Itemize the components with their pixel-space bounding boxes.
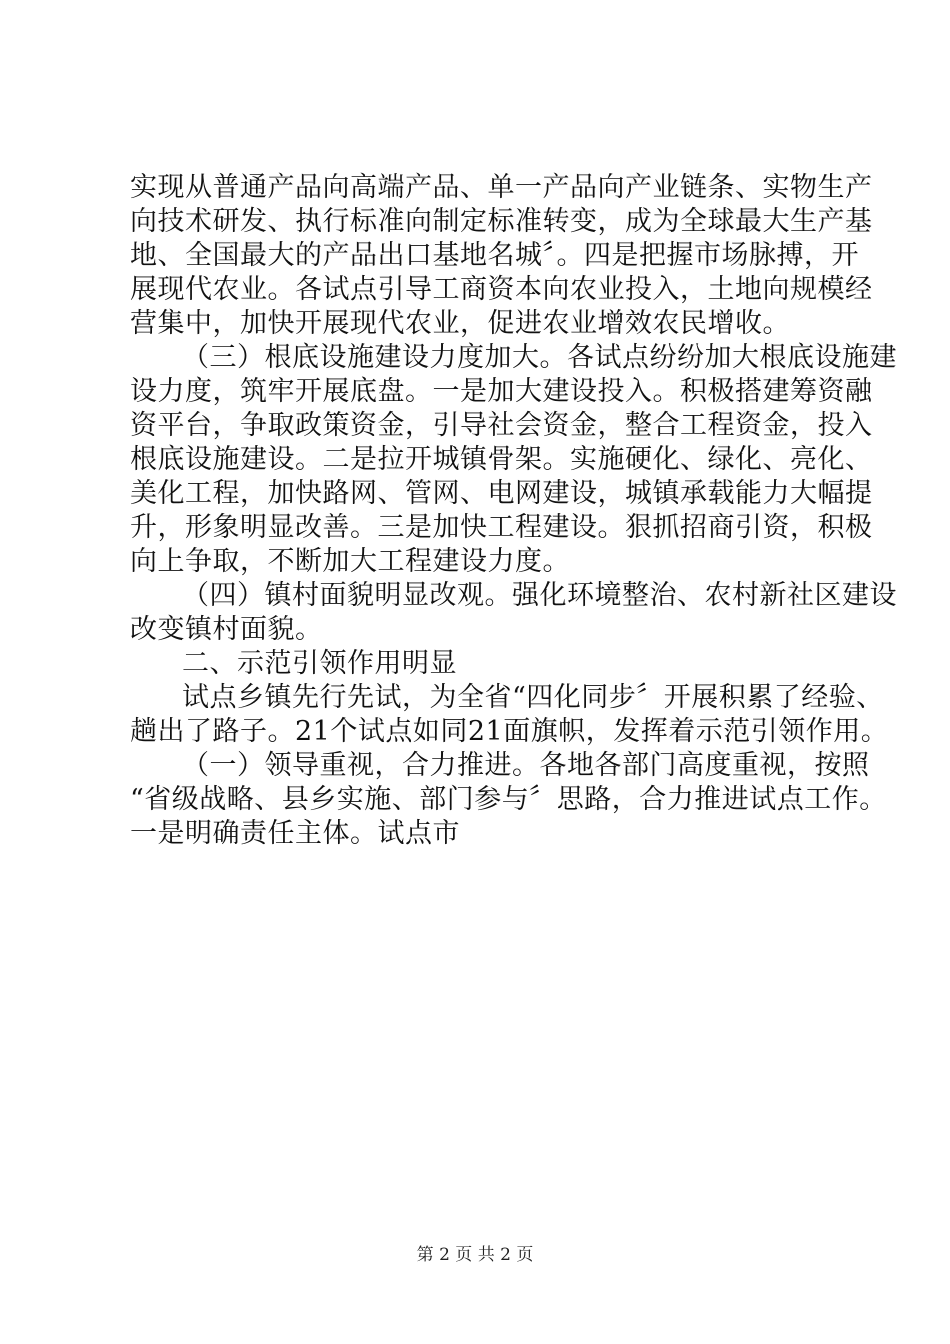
section-heading-line: （三）根底设施建设力度加大。各试点纷纷加大根底设施建 — [182, 342, 897, 373]
paragraph-line: 资平台，争取政策资金，引导社会资金，整合工程资金，投入 — [130, 410, 873, 441]
section-heading-line: （一）领导重视，合力推进。各地各部门高度重视，按照 — [182, 750, 870, 781]
page-number-footer: 第 2 页 共 2 页 — [416, 1245, 534, 1265]
paragraph-line: 实现从普通产品向高端产品、单一产品向产业链条、实物生产 — [130, 172, 873, 203]
paragraph-line: 改变镇村面貌。 — [130, 614, 323, 645]
paragraph-line: 根底设施建设。二是拉开城镇骨架。实施硬化、绿化、亮化、 — [130, 444, 873, 475]
paragraph-line: 设力度，筑牢开展底盘。一是加大建设投入。积极搭建筹资融 — [130, 376, 873, 407]
paragraph-line: 向上争取，不断加大工程建设力度。 — [130, 546, 570, 577]
section-title: 二、示范引领作用明显 — [182, 648, 457, 679]
section-heading-line: （四）镇村面貌明显改观。强化环境整治、农村新社区建设 — [182, 580, 897, 611]
paragraph-line: 趟出了路子。21个试点如同21面旗帜，发挥着示范引领作用。 — [130, 716, 889, 747]
paragraph-line: 美化工程，加快路网、管网、电网建设，城镇承载能力大幅提 — [130, 478, 873, 509]
paragraph-line: 地、全国最大的产品出口基地名城〞。四是把握市场脉搏，开 — [130, 240, 859, 271]
paragraph-line: 升，形象明显改善。三是加快工程建设。狠抓招商引资，积极 — [130, 512, 873, 543]
paragraph-line: 营集中，加快开展现代农业，促进农业增效农民增收。 — [130, 308, 790, 339]
paragraph-line: 向技术研发、执行标准向制定标准转变，成为全球最大生产基 — [130, 206, 873, 237]
paragraph-line: 试点乡镇先行先试，为全省“四化同步〞开展积累了经验、 — [182, 682, 884, 713]
paragraph-line: “省级战略、县乡实施、部门参与〞思路，合力推进试点工作。 — [130, 784, 887, 815]
paragraph-line: 一是明确责任主体。试点市 — [130, 818, 460, 849]
paragraph-line: 展现代农业。各试点引导工商资本向农业投入，土地向规模经 — [130, 274, 873, 305]
